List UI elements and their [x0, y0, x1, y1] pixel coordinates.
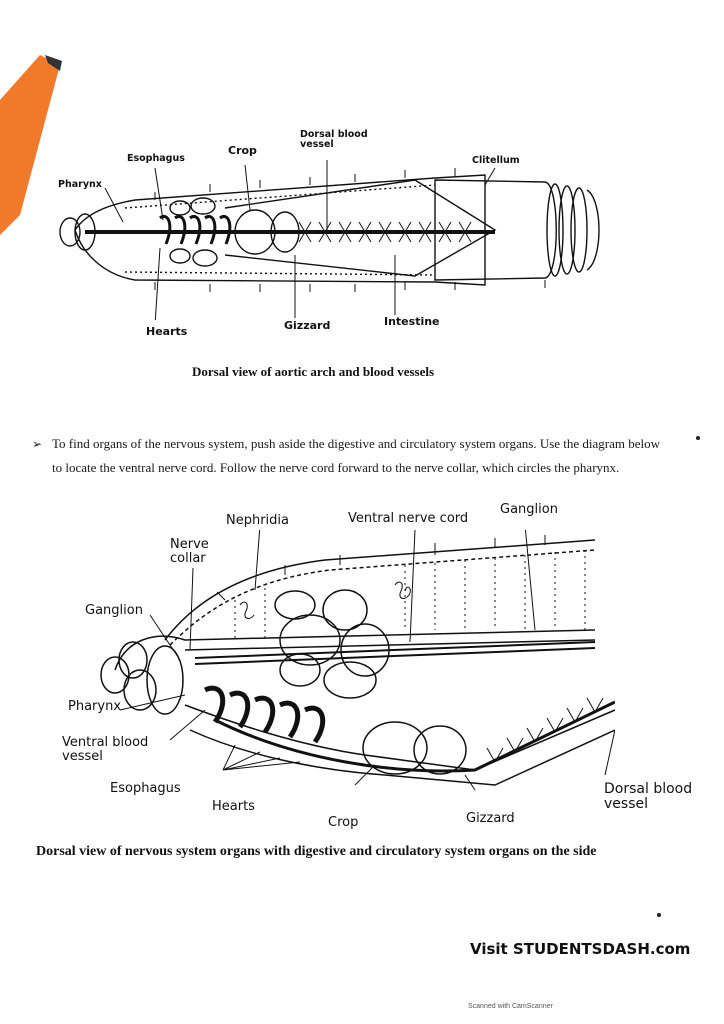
bullet-arrow-icon: ➢ [32, 437, 43, 451]
label-nerve-collar-2: Nerve collar [170, 537, 209, 566]
label-ventral-nerve-cord-2: Ventral nerve cord [348, 511, 469, 526]
label-ganglion-left-2: Ganglion [85, 603, 143, 618]
label-gizzard-1: Gizzard [284, 319, 331, 332]
instruction-text: To find organs of the nervous system, push aside the digestive and circulatory system organs. Use the diagram below to locate the ventral nerve cord. Follow the nerve cord forward to the nerve collar, which circles the pharynx. [52, 436, 661, 475]
label-esophagus-1: Esophagus [127, 153, 185, 164]
label-esophagus-2: Esophagus [110, 781, 181, 796]
scanned-watermark: Scanned with CamScanner [468, 1003, 553, 1010]
label-ganglion-top-2: Ganglion [500, 502, 558, 517]
label-intestine-1: Intestine [384, 315, 440, 328]
instruction-paragraph [32, 432, 662, 480]
earthworm-dorsal-diagram [55, 160, 605, 320]
label-pharynx-1: Pharynx [58, 179, 102, 190]
label-dorsal-blood-vessel-1: Dorsal blood vessel [300, 129, 368, 150]
stray-dot [657, 913, 661, 917]
label-ventral-blood-vessel-2: Ventral blood vessel [62, 735, 149, 764]
label-crop-2: Crop [328, 815, 359, 830]
label-hearts-1: Hearts [146, 325, 188, 338]
caption-diagram-2: Dorsal view of nervous system organs with digestive and circulatory system organs on the side [36, 844, 597, 859]
label-crop-1: Crop [228, 144, 257, 157]
caption-diagram-1: Dorsal view of aortic arch and blood vessels [192, 364, 435, 379]
stray-dot [696, 436, 700, 440]
label-nephridia-2: Nephridia [226, 513, 290, 528]
label-clitellum-1: Clitellum [472, 155, 520, 166]
label-dorsal-blood-vessel-2: Dorsal blood vessel [604, 781, 693, 812]
label-hearts-2: Hearts [212, 799, 255, 814]
earthworm-nervous-diagram [95, 530, 615, 800]
label-gizzard-2: Gizzard [466, 811, 515, 826]
label-pharynx-2: Pharynx [68, 699, 122, 714]
footer-visit-link[interactable]: Visit STUDENTSDASH.com [470, 940, 691, 958]
